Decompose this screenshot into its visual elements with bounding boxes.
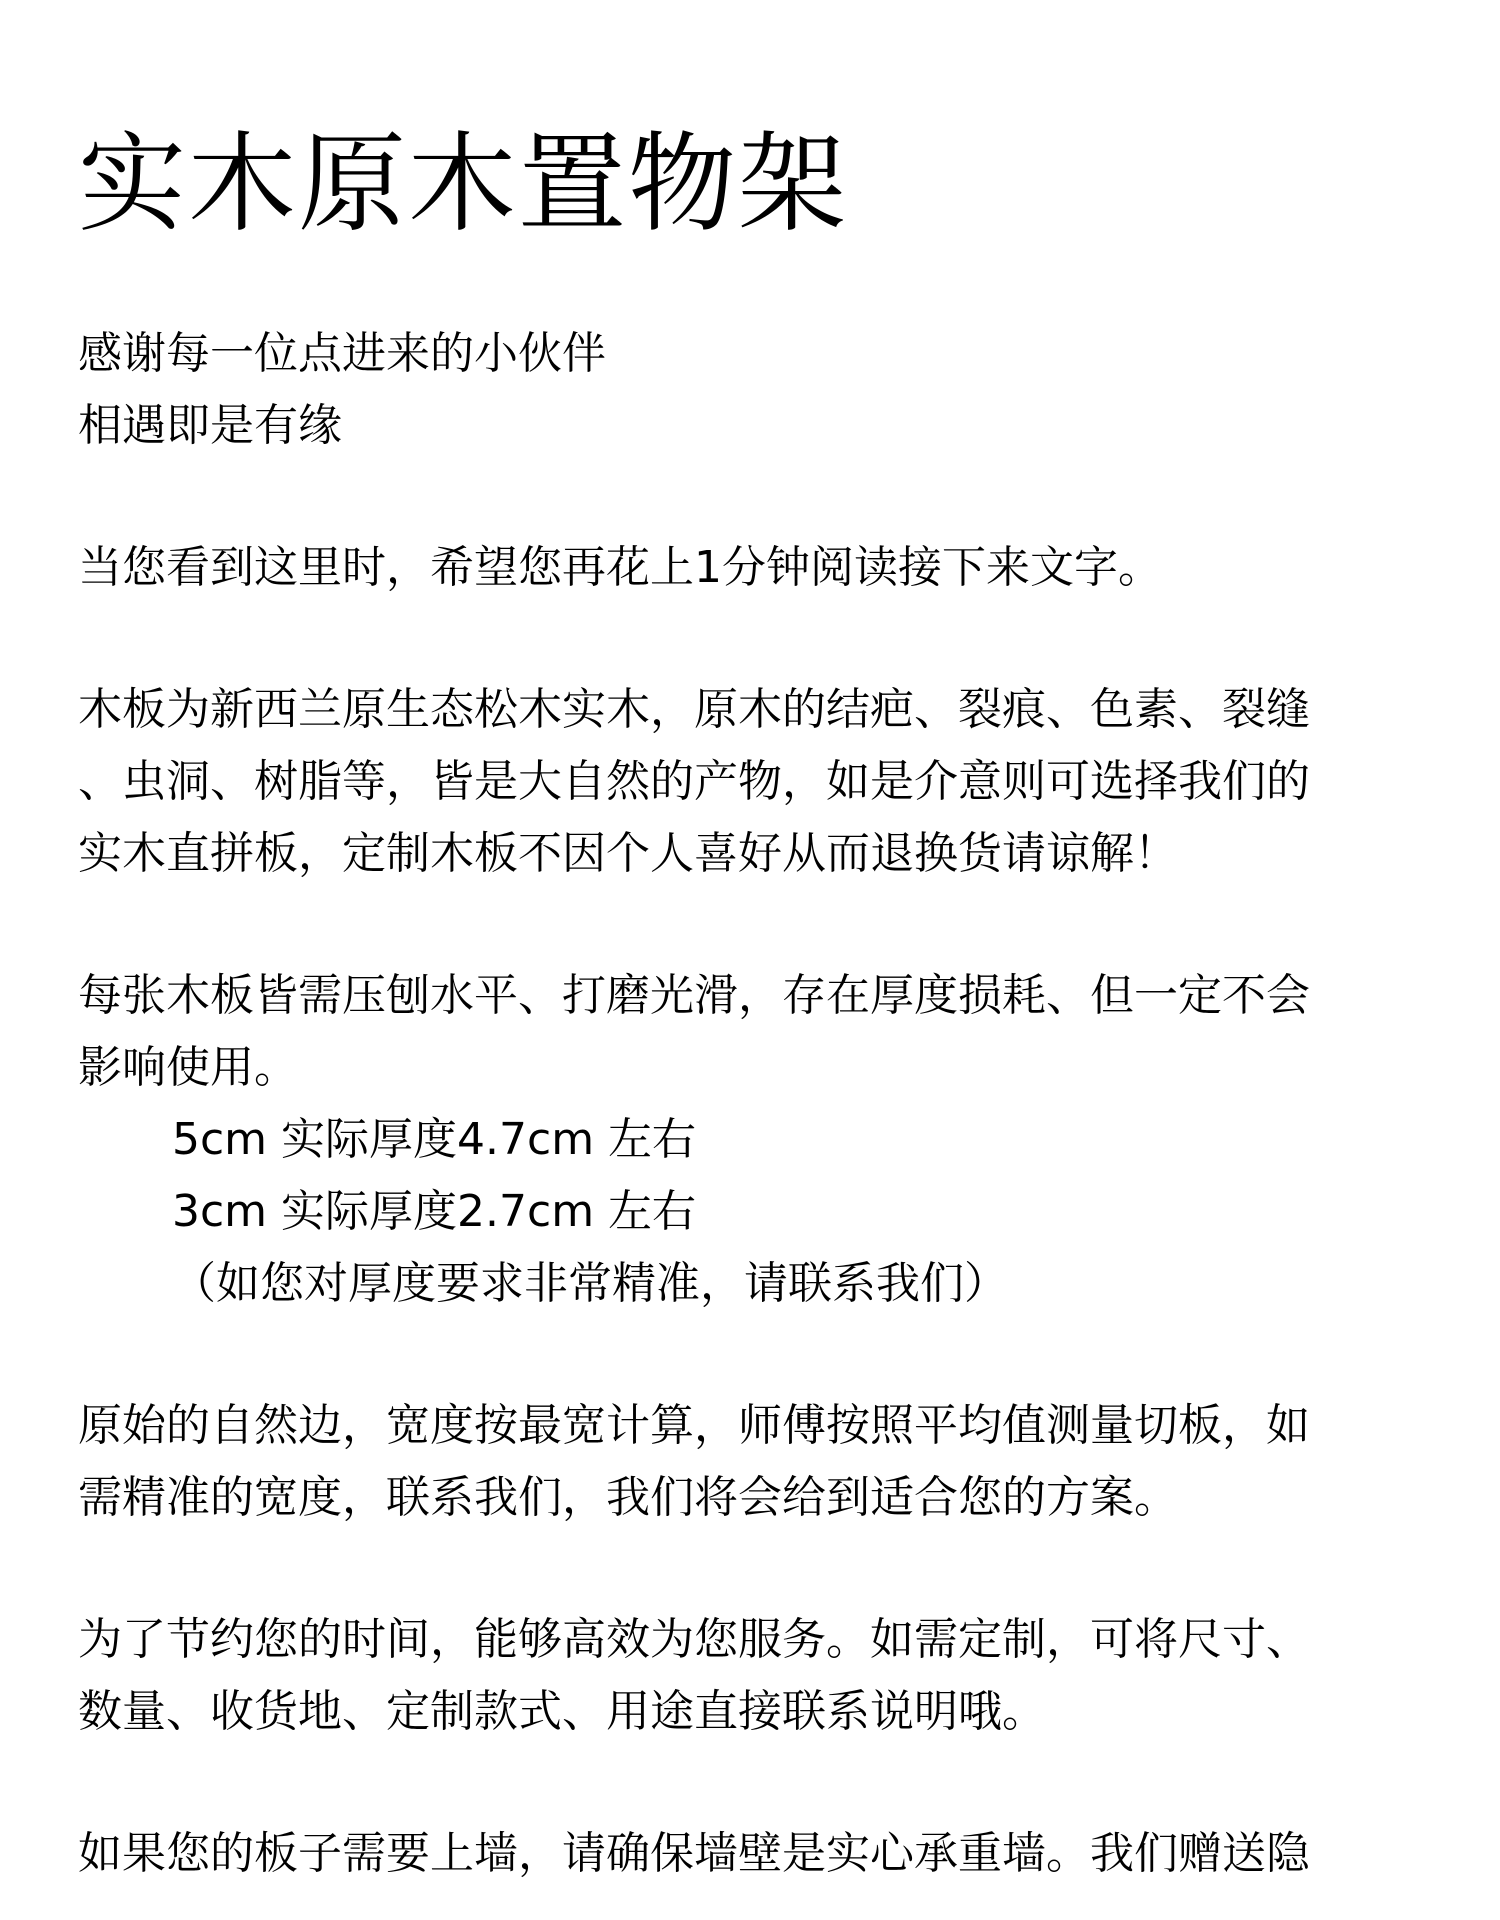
thickness-note-line: 影响使用。	[78, 1042, 298, 1093]
custom-note-line: 数量、收货地、定制款式、用途直接联系说明哦。	[78, 1686, 1046, 1737]
page-title: 实木原木置物架	[78, 122, 849, 247]
wood-note-line: 实木直拼板，定制木板不因个人喜好从而退换货请谅解！	[78, 828, 1178, 879]
thickness-spec-3cm: 3cm 实际厚度2.7cm 左右	[172, 1186, 697, 1237]
wood-note-line: 、虫洞、树脂等，皆是大自然的产物，如是介意则可选择我们的	[78, 756, 1310, 807]
intro-line: 相遇即是有缘	[78, 400, 342, 451]
wall-mount-note-line: 如果您的板子需要上墙，请确保墙壁是实心承重墙。我们赠送隐	[78, 1828, 1310, 1879]
width-note-line: 需精准的宽度，联系我们，我们将会给到适合您的方案。	[78, 1472, 1178, 1523]
thickness-contact-note: （如您对厚度要求非常精准，请联系我们）	[172, 1258, 1008, 1309]
width-note-line: 原始的自然边，宽度按最宽计算，师傅按照平均值测量切板，如	[78, 1400, 1310, 1451]
reading-request: 当您看到这里时，希望您再花上1分钟阅读接下来文字。	[78, 542, 1162, 593]
wood-note-line: 木板为新西兰原生态松木实木，原木的结疤、裂痕、色素、裂缝	[78, 684, 1310, 735]
custom-note-line: 为了节约您的时间，能够高效为您服务。如需定制，可将尺寸、	[78, 1614, 1310, 1665]
thickness-spec-5cm: 5cm 实际厚度4.7cm 左右	[172, 1114, 697, 1165]
thickness-note-line: 每张木板皆需压刨水平、打磨光滑，存在厚度损耗、但一定不会	[78, 970, 1310, 1021]
intro-line: 感谢每一位点进来的小伙伴	[78, 328, 606, 379]
